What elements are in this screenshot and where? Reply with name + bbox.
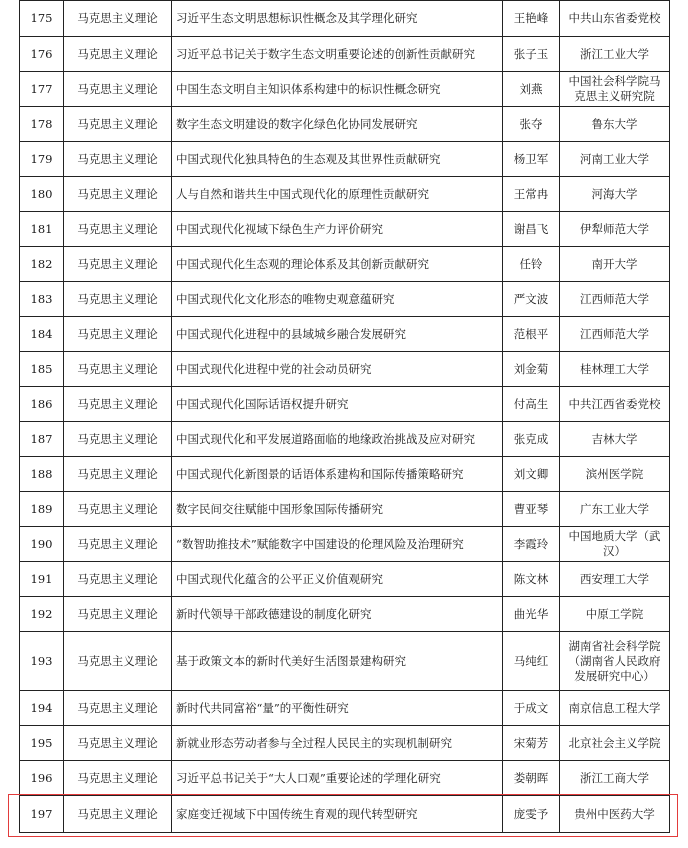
table-row xyxy=(20,527,670,562)
project-title-cell: 人与自然和谐共生中国式现代化的原理性贡献研究 xyxy=(172,177,503,212)
organization-cell: 中国社会科学院马克思主义研究院 xyxy=(560,72,670,107)
subject-cell: 马克思主义理论 xyxy=(64,72,172,107)
leader-name-cell: 任铃 xyxy=(503,247,560,282)
row-number: 191 xyxy=(20,562,64,597)
row-number: 182 xyxy=(20,247,64,282)
subject-cell: 马克思主义理论 xyxy=(64,212,172,247)
project-title-cell: “数智助推技术”赋能数字中国建设的伦理风险及治理研究 xyxy=(172,527,503,562)
organization-cell: 江西师范大学 xyxy=(560,317,670,352)
subject-cell: 马克思主义理论 xyxy=(64,597,172,632)
subject-cell: 马克思主义理论 xyxy=(64,492,172,527)
table-row xyxy=(20,317,670,352)
project-title-cell: 中国式现代化生态观的理论体系及其创新贡献研究 xyxy=(172,247,503,282)
row-number: 197 xyxy=(20,796,64,833)
leader-name-cell: 范根平 xyxy=(503,317,560,352)
leader-name-cell: 庞雯予 xyxy=(503,796,560,833)
row-number: 195 xyxy=(20,726,64,761)
table-row xyxy=(20,37,670,72)
leader-name-cell: 娄朝晖 xyxy=(503,761,560,796)
project-title-cell: 数字生态文明建设的数字化绿色化协同发展研究 xyxy=(172,107,503,142)
subject-cell: 马克思主义理论 xyxy=(64,37,172,72)
subject-cell: 马克思主义理论 xyxy=(64,142,172,177)
organization-cell: 西安理工大学 xyxy=(560,562,670,597)
organization-cell: 中原工学院 xyxy=(560,597,670,632)
project-title-cell: 新就业形态劳动者参与全过程人民民主的实现机制研究 xyxy=(172,726,503,761)
organization-cell: 贵州中医药大学 xyxy=(560,796,670,833)
leader-name-cell: 李霞玲 xyxy=(503,527,560,562)
row-number: 194 xyxy=(20,691,64,726)
organization-cell: 广东工业大学 xyxy=(560,492,670,527)
leader-name-cell: 杨卫军 xyxy=(503,142,560,177)
project-title-cell: 中国式现代化进程中的县域城乡融合发展研究 xyxy=(172,317,503,352)
leader-name-cell: 于成文 xyxy=(503,691,560,726)
row-number: 183 xyxy=(20,282,64,317)
organization-cell: 吉林大学 xyxy=(560,422,670,457)
row-number: 192 xyxy=(20,597,64,632)
project-title-cell: 中国式现代化新图景的话语体系建构和国际传播策略研究 xyxy=(172,457,503,492)
table-row xyxy=(20,632,670,691)
table-row xyxy=(20,352,670,387)
table-row xyxy=(20,1,670,37)
organization-cell: 湖南省社会科学院（湖南省人民政府发展研究中心） xyxy=(560,632,670,691)
organization-cell: 中共江西省委党校 xyxy=(560,387,670,422)
row-number: 193 xyxy=(20,632,64,691)
row-number: 175 xyxy=(20,1,64,37)
project-title-cell: 中国式现代化国际话语权提升研究 xyxy=(172,387,503,422)
organization-cell: 北京社会主义学院 xyxy=(560,726,670,761)
leader-name-cell: 张子玉 xyxy=(503,37,560,72)
leader-name-cell: 张克成 xyxy=(503,422,560,457)
subject-cell: 马克思主义理论 xyxy=(64,632,172,691)
table-row xyxy=(20,72,670,107)
table-row xyxy=(20,761,670,796)
organization-cell: 伊犁师范大学 xyxy=(560,212,670,247)
leader-name-cell: 刘金菊 xyxy=(503,352,560,387)
subject-cell: 马克思主义理论 xyxy=(64,177,172,212)
table-row xyxy=(20,177,670,212)
subject-cell: 马克思主义理论 xyxy=(64,317,172,352)
project-title-cell: 中国式现代化文化形态的唯物史观意蕴研究 xyxy=(172,282,503,317)
subject-cell: 马克思主义理论 xyxy=(64,107,172,142)
subject-cell: 马克思主义理论 xyxy=(64,352,172,387)
project-title-cell: 习近平总书记关于“大人口观”重要论述的学理化研究 xyxy=(172,761,503,796)
organization-cell: 南京信息工程大学 xyxy=(560,691,670,726)
subject-cell: 马克思主义理论 xyxy=(64,691,172,726)
project-title-cell: 中国式现代化和平发展道路面临的地缘政治挑战及应对研究 xyxy=(172,422,503,457)
project-list-table xyxy=(19,0,670,833)
project-title-cell: 数字民间交往赋能中国形象国际传播研究 xyxy=(172,492,503,527)
subject-cell: 马克思主义理论 xyxy=(64,562,172,597)
leader-name-cell: 谢昌飞 xyxy=(503,212,560,247)
organization-cell: 南开大学 xyxy=(560,247,670,282)
project-title-cell: 新时代共同富裕“量”的平衡性研究 xyxy=(172,691,503,726)
table-row xyxy=(20,212,670,247)
subject-cell: 马克思主义理论 xyxy=(64,527,172,562)
leader-name-cell: 张夺 xyxy=(503,107,560,142)
table-row xyxy=(20,457,670,492)
leader-name-cell: 王常冉 xyxy=(503,177,560,212)
subject-cell: 马克思主义理论 xyxy=(64,726,172,761)
table-body xyxy=(20,1,670,833)
organization-cell: 河南工业大学 xyxy=(560,142,670,177)
project-title-cell: 新时代领导干部政德建设的制度化研究 xyxy=(172,597,503,632)
project-title-cell: 习近平总书记关于数字生态文明重要论述的创新性贡献研究 xyxy=(172,37,503,72)
row-number: 188 xyxy=(20,457,64,492)
project-title-cell: 中国式现代化蕴含的公平正义价值观研究 xyxy=(172,562,503,597)
leader-name-cell: 曹亚琴 xyxy=(503,492,560,527)
leader-name-cell: 陈文林 xyxy=(503,562,560,597)
organization-cell: 江西师范大学 xyxy=(560,282,670,317)
organization-cell: 河海大学 xyxy=(560,177,670,212)
organization-cell: 中国地质大学（武汉） xyxy=(560,527,670,562)
leader-name-cell: 王艳峰 xyxy=(503,1,560,37)
row-number: 181 xyxy=(20,212,64,247)
subject-cell: 马克思主义理论 xyxy=(64,422,172,457)
row-number: 184 xyxy=(20,317,64,352)
table-row xyxy=(20,107,670,142)
row-number: 178 xyxy=(20,107,64,142)
table-row xyxy=(20,387,670,422)
leader-name-cell: 刘燕 xyxy=(503,72,560,107)
table-row xyxy=(20,247,670,282)
table-row xyxy=(20,597,670,632)
table-row xyxy=(20,492,670,527)
row-number: 190 xyxy=(20,527,64,562)
project-title-cell: 中国式现代化进程中党的社会动员研究 xyxy=(172,352,503,387)
table-row xyxy=(20,142,670,177)
table-row xyxy=(20,282,670,317)
row-number: 186 xyxy=(20,387,64,422)
leader-name-cell: 曲光华 xyxy=(503,597,560,632)
project-title-cell: 基于政策文本的新时代美好生活图景建构研究 xyxy=(172,632,503,691)
row-number: 179 xyxy=(20,142,64,177)
table-row xyxy=(20,796,670,833)
subject-cell: 马克思主义理论 xyxy=(64,457,172,492)
organization-cell: 浙江工业大学 xyxy=(560,37,670,72)
table-row xyxy=(20,726,670,761)
row-number: 177 xyxy=(20,72,64,107)
row-number: 189 xyxy=(20,492,64,527)
row-number: 187 xyxy=(20,422,64,457)
organization-cell: 浙江工商大学 xyxy=(560,761,670,796)
leader-name-cell: 马纯红 xyxy=(503,632,560,691)
row-number: 180 xyxy=(20,177,64,212)
project-title-cell: 中国式现代化独具特色的生态观及其世界性贡献研究 xyxy=(172,142,503,177)
subject-cell: 马克思主义理论 xyxy=(64,247,172,282)
subject-cell: 马克思主义理论 xyxy=(64,761,172,796)
leader-name-cell: 付高生 xyxy=(503,387,560,422)
subject-cell: 马克思主义理论 xyxy=(64,387,172,422)
organization-cell: 中共山东省委党校 xyxy=(560,1,670,37)
subject-cell: 马克思主义理论 xyxy=(64,796,172,833)
table-row xyxy=(20,422,670,457)
table-row xyxy=(20,691,670,726)
leader-name-cell: 严文波 xyxy=(503,282,560,317)
organization-cell: 桂林理工大学 xyxy=(560,352,670,387)
project-title-cell: 家庭变迁视域下中国传统生育观的现代转型研究 xyxy=(172,796,503,833)
project-title-cell: 中国式现代化视域下绿色生产力评价研究 xyxy=(172,212,503,247)
leader-name-cell: 宋菊芳 xyxy=(503,726,560,761)
table-row xyxy=(20,562,670,597)
organization-cell: 滨州医学院 xyxy=(560,457,670,492)
project-title-cell: 中国生态文明自主知识体系构建中的标识性概念研究 xyxy=(172,72,503,107)
row-number: 185 xyxy=(20,352,64,387)
project-title-cell: 习近平生态文明思想标识性概念及其学理化研究 xyxy=(172,1,503,37)
row-number: 196 xyxy=(20,761,64,796)
subject-cell: 马克思主义理论 xyxy=(64,282,172,317)
row-number: 176 xyxy=(20,37,64,72)
leader-name-cell: 刘文卿 xyxy=(503,457,560,492)
subject-cell: 马克思主义理论 xyxy=(64,1,172,37)
organization-cell: 鲁东大学 xyxy=(560,107,670,142)
